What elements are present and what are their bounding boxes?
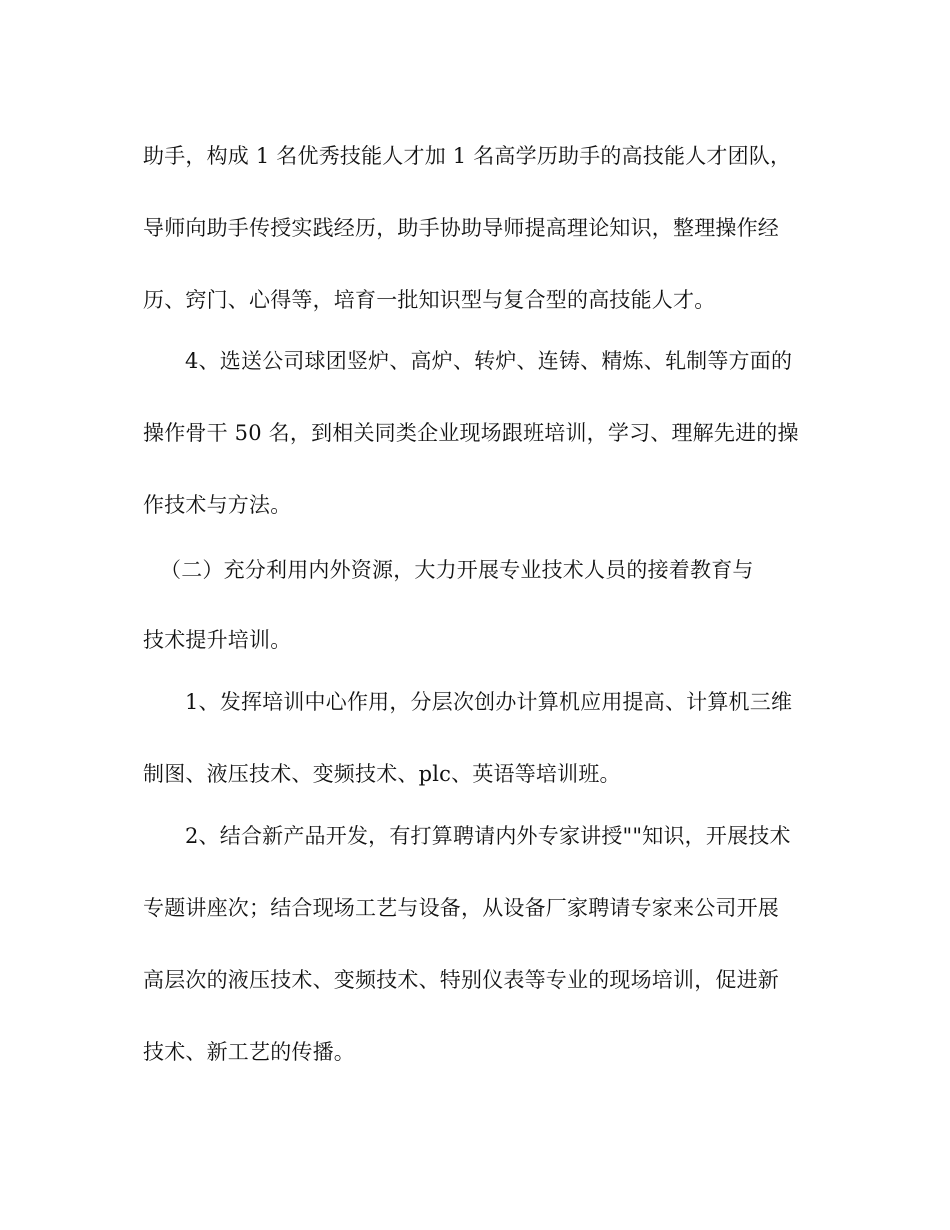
text-line: 高层次的液压技术、变频技术、特别仪表等专业的现场培训，促进新 — [143, 968, 779, 992]
text-line: 导师向助手传授实践经历，助手协助导师提高理论知识，整理操作经 — [143, 216, 779, 240]
section-heading: （二）充分利用内外资源，大力开展专业技术人员的接着教育与 — [160, 558, 754, 582]
text-line: 制图、液压技术、变频技术、plc、英语等培训班。 — [143, 762, 621, 786]
text-line: 技术提升培训。 — [143, 628, 292, 652]
text-line: 历、窍门、心得等，培育一批知识型与复合型的高技能人才。 — [143, 288, 716, 312]
text-line: 助手，构成 1 名优秀技能人才加 1 名高学历助手的高技能人才团队， — [143, 144, 792, 168]
text-line: 技术、新工艺的传播。 — [143, 1040, 355, 1064]
text-line: 操作骨干 50 名，到相关同类企业现场跟班培训，学习、理解先进的操 — [143, 421, 799, 445]
text-line: 专题讲座次；结合现场工艺与设备，从设备厂家聘请专家来公司开展 — [143, 896, 779, 920]
text-line: 1、发挥培训中心作用，分层次创办计算机应用提高、计算机三维 — [185, 690, 793, 714]
text-line: 4、选送公司球团竖炉、高炉、转炉、连铸、精炼、轧制等方面的 — [185, 349, 793, 373]
text-line: 2、结合新产品开发，有打算聘请内外专家讲授""知识，开展技术 — [185, 824, 791, 848]
text-line: 作技术与方法。 — [143, 493, 292, 517]
